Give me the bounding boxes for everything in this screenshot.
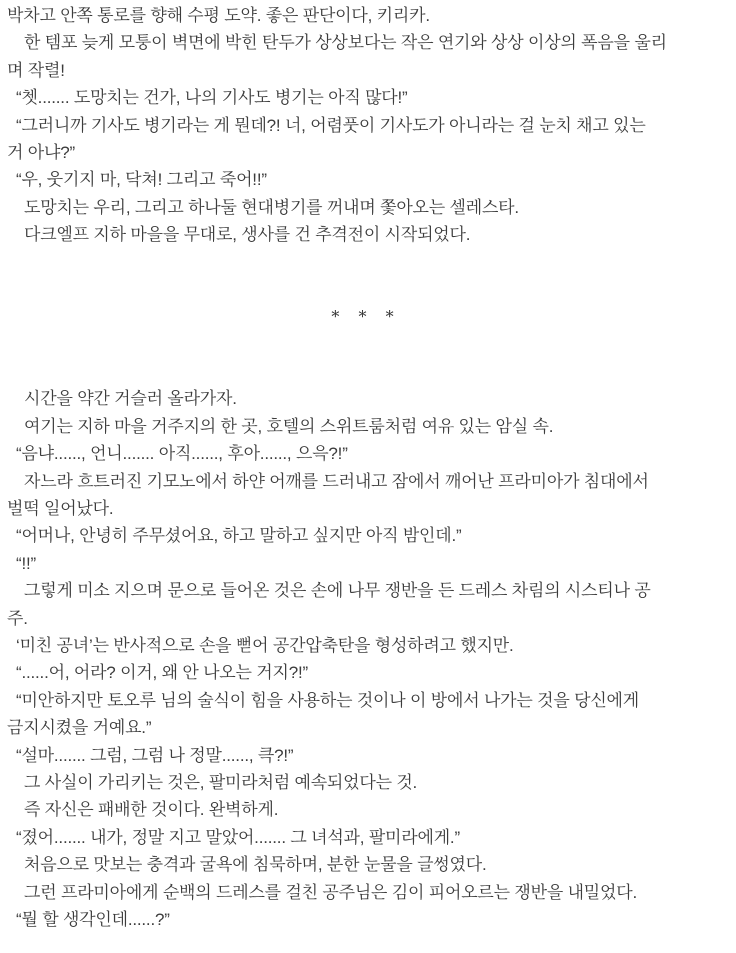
text-line: 금지시켰을 거예요.” (7, 718, 152, 738)
text-line: “뭘 할 생각인데......?” (16, 909, 170, 929)
text-line: 처음으로 맛보는 충격과 굴욕에 침묵하며, 분한 눈물을 글썽였다. (24, 855, 487, 875)
blank-line (7, 276, 732, 303)
text-line: ‘미친 공녀’는 반사적으로 손을 뻗어 공간압축탄을 형성하려고 했지만. (16, 635, 514, 655)
text-line: 즉 자신은 패배한 것이다. 완벽하게. (24, 800, 279, 820)
blank-line (7, 358, 732, 385)
text-body (7, 2, 732, 933)
text-line: 며 작렬! (7, 60, 65, 80)
text-line: “......어, 어라? 이거, 왜 안 나오는 거지?!” (16, 663, 308, 683)
text-line: “어머나, 안녕히 주무셨어요, 하고 말하고 싶지만 아직 밤인데.” (16, 526, 462, 546)
text-line: “설마....... 그럼, 그럼 나 정말......, 큭?!” (16, 745, 294, 765)
text-line: 여기는 지하 마을 거주지의 한 곳, 호텔의 스위트룸처럼 여유 있는 암실 속. (24, 416, 554, 436)
text-line: “미안하지만 토오루 님의 술식이 힘을 사용하는 것이나 이 방에서 나가는 것을 당신에게 (16, 690, 639, 710)
text-line: 그렇게 미소 지으며 문으로 들어온 것은 손에 나무 쟁반을 든 드레스 차림의 시스티나 공 (24, 581, 651, 601)
text-line: 다크엘프 지하 마을을 무대로, 생사를 건 추격전이 시작되었다. (24, 225, 471, 245)
text-line: 그런 프라미아에게 순백의 드레스를 걸친 공주님은 김이 피어오르는 쟁반을 내밀었다. (24, 882, 638, 902)
text-line: 주. (7, 608, 28, 628)
text-line: 그 사실이 가리키는 것은, 팔미라처럼 예속되었다는 것. (24, 772, 418, 792)
text-line: “!!” (16, 553, 36, 573)
text-line: 시간을 약간 거슬러 올라가자. (24, 389, 237, 409)
text-line: “쳇....... 도망치는 건가, 나의 기사도 병기는 아직 많다!” (16, 88, 408, 108)
blank-line (7, 249, 732, 276)
text-line: 도망치는 우리, 그리고 하나둘 현대병기를 꺼내며 쫓아오는 셀레스타. (24, 197, 519, 217)
text-line: 한 템포 늦게 모퉁이 벽면에 박힌 탄두가 상상보다는 작은 연기와 상상 이상의 폭음을 울리 (24, 33, 667, 53)
text-line: “그러니까 기사도 병기라는 게 뭔데?! 너, 어렴풋이 기사도가 아니라는 걸 눈치 채고 있는 (16, 115, 646, 135)
text-line: 박차고 안쪽 통로를 향해 수평 도약. 좋은 판단이다, 키리카. (7, 6, 430, 25)
text-line: “우, 웃기지 마, 닥쳐! 그리고 죽어!!” (16, 170, 267, 190)
text-line: 벌떡 일어났다. (7, 499, 114, 519)
section-divider: * * * (331, 307, 401, 327)
text-line: “음냐......, 언니....... 아직......, 후아......, 으윽?!” (16, 444, 348, 464)
text-line: “졌어....... 내가, 정말 지고 말았어....... 그 녀석과, 팔미라에게.” (16, 827, 460, 847)
blank-line (7, 331, 732, 358)
text-line: 자느라 흐트러진 기모노에서 하얀 어깨를 드러내고 잠에서 깨어난 프라미아가 침대에서 (24, 471, 649, 491)
text-line: 거 아냐?” (7, 142, 75, 162)
